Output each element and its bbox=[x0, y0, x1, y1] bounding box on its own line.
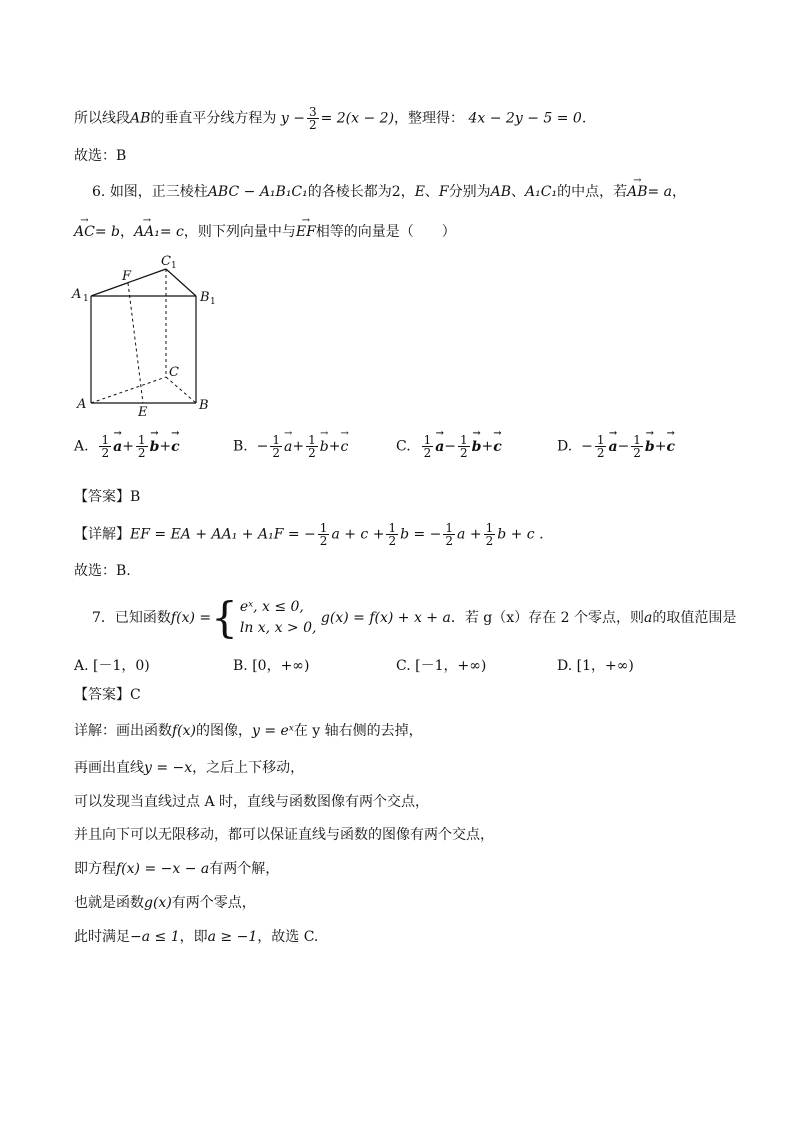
vector-b: → b bbox=[150, 439, 160, 455]
frac-num: 1 bbox=[596, 433, 605, 447]
fraction-half bbox=[136, 434, 148, 459]
math: y = −x bbox=[144, 760, 193, 776]
option-7-d[interactable] bbox=[557, 655, 634, 675]
fraction-half bbox=[386, 522, 398, 547]
text: 在 y 轴右侧的去掉， bbox=[293, 723, 423, 739]
text: ．若 g（x）存在 2 个零点，则 bbox=[450, 610, 644, 626]
detail-7-line-7 bbox=[74, 927, 318, 947]
frac-den: 2 bbox=[308, 446, 316, 460]
frac-den: 2 bbox=[308, 118, 317, 132]
brace-glyph: { bbox=[211, 593, 238, 642]
option-6-d[interactable] bbox=[557, 434, 675, 459]
frac-den: 2 bbox=[460, 446, 468, 460]
text: ， bbox=[119, 224, 134, 240]
label-b1: B bbox=[200, 290, 210, 305]
vector-c: → c bbox=[171, 439, 180, 455]
vector-aa1: → AA₁ bbox=[134, 222, 160, 242]
text: ， bbox=[672, 184, 687, 200]
frac-num: 1 bbox=[485, 521, 494, 535]
option-text: [－1，0) bbox=[93, 658, 150, 674]
edge-c1-b1 bbox=[166, 269, 196, 296]
option-text: [1，+∞) bbox=[576, 658, 634, 674]
fraction-half bbox=[306, 434, 318, 459]
question-number: 7．已知函数 bbox=[92, 610, 171, 626]
question-number: 6. bbox=[92, 184, 106, 200]
solution-line-bisector bbox=[74, 106, 586, 131]
math: g(x) bbox=[144, 895, 172, 911]
text: ，故选 C. bbox=[257, 929, 319, 945]
frac-den: 2 bbox=[485, 534, 494, 548]
fraction-half bbox=[99, 434, 111, 459]
math-eq-a: = a bbox=[647, 184, 673, 200]
frac-num: 1 bbox=[423, 433, 432, 447]
math-part: a + c + bbox=[331, 526, 385, 543]
math-a1c1: A₁C₁ bbox=[525, 184, 558, 200]
option-6-b[interactable] bbox=[233, 434, 348, 459]
text: 再画出直线 bbox=[74, 760, 144, 776]
math-part: a + bbox=[457, 526, 482, 543]
frac-num: 1 bbox=[445, 521, 454, 535]
sign: − bbox=[256, 438, 269, 455]
text: . bbox=[581, 110, 587, 127]
math-ab: AB bbox=[490, 184, 512, 200]
option-text: [0，+∞) bbox=[252, 658, 310, 674]
label-c1-sub: 1 bbox=[171, 261, 177, 271]
choose-line-1: 故选：B bbox=[74, 148, 127, 164]
text: ，即 bbox=[179, 929, 208, 945]
math-y-minus: y − bbox=[280, 110, 305, 127]
text: 的取值范围是 bbox=[652, 610, 737, 626]
fraction-half bbox=[270, 434, 282, 459]
vector-ac: → AC bbox=[74, 222, 95, 242]
frac-den: 2 bbox=[388, 534, 397, 548]
fraction-half bbox=[443, 522, 455, 547]
text: 如图，正三棱柱 bbox=[109, 184, 208, 200]
option-7-b[interactable] bbox=[233, 655, 309, 675]
math-expression: EF = EA + AA₁ + A₁F = − bbox=[130, 526, 316, 543]
text: 详解：画出函数 bbox=[74, 723, 172, 739]
label-c1: C bbox=[161, 254, 171, 269]
detail-label: 【详解】 bbox=[74, 526, 130, 543]
fraction-half bbox=[631, 434, 643, 459]
text: 的中点，若 bbox=[557, 184, 628, 200]
vector-c: → c bbox=[340, 439, 348, 455]
math-fx: f(x) = bbox=[170, 610, 212, 626]
text: 也就是函数 bbox=[74, 895, 144, 911]
frac-num: 3 bbox=[308, 105, 317, 119]
text: 有两个零点， bbox=[171, 895, 256, 911]
option-6-c[interactable] bbox=[396, 434, 502, 459]
sign: + bbox=[159, 438, 172, 455]
text: 的各棱长都为 bbox=[307, 184, 392, 200]
math-result: 4x − 2y − 5 = 0 bbox=[468, 110, 582, 127]
math-f: F bbox=[438, 184, 449, 200]
sign: + bbox=[328, 438, 341, 455]
piecewise-cases bbox=[240, 597, 317, 639]
math: y = eˣ bbox=[252, 723, 294, 739]
option-letter: A. bbox=[74, 658, 89, 674]
frac-num: 1 bbox=[460, 433, 468, 447]
text: 分别为 bbox=[448, 184, 491, 200]
fraction-half bbox=[595, 434, 607, 459]
frac-den: 2 bbox=[137, 446, 146, 460]
text: 的垂直平分线方程为 bbox=[150, 110, 277, 127]
sign: + bbox=[481, 438, 494, 455]
sign: + bbox=[292, 438, 305, 455]
math-part: b = − bbox=[400, 526, 442, 543]
option-6-a[interactable] bbox=[74, 434, 180, 459]
answer-7: 【答案】C bbox=[74, 687, 141, 703]
detail-7-line-1 bbox=[74, 721, 423, 741]
question-6-line-2 bbox=[74, 222, 456, 242]
text: 所以线段 bbox=[74, 110, 130, 127]
option-letter: B. bbox=[233, 658, 248, 674]
math-ab: AB bbox=[130, 110, 151, 127]
math-part: b + c . bbox=[497, 526, 544, 543]
frac-num: 1 bbox=[272, 433, 281, 447]
vector-b: → b bbox=[645, 439, 655, 455]
vector-a: → a bbox=[284, 439, 292, 455]
label-f: F bbox=[122, 269, 132, 284]
frac-den: 2 bbox=[423, 446, 432, 460]
math: f(x) bbox=[172, 723, 197, 739]
sign: − bbox=[617, 438, 630, 455]
text: ，整理得： bbox=[394, 110, 465, 127]
detail-7-line-3: 可以发现当直线过点 A 时，直线与函数图像有两个交点， bbox=[74, 794, 430, 810]
option-7-c[interactable] bbox=[396, 655, 486, 675]
fraction-half bbox=[484, 522, 496, 547]
sign: − bbox=[444, 438, 457, 455]
frac-num: 1 bbox=[308, 433, 316, 447]
label-b1-sub: 1 bbox=[210, 297, 216, 307]
option-7-a[interactable] bbox=[74, 655, 150, 675]
prism-figure bbox=[70, 250, 230, 420]
edge-c-b-hidden bbox=[166, 377, 196, 403]
label-a: A bbox=[77, 397, 87, 412]
vector-c: → c bbox=[666, 439, 675, 455]
sign: − bbox=[581, 438, 593, 455]
vector-b: → b bbox=[320, 439, 329, 455]
math: a ≥ −1 bbox=[207, 929, 258, 945]
math-eq-b: = b bbox=[94, 224, 120, 240]
option-letter: C. bbox=[396, 438, 411, 455]
edge-a-c-hidden bbox=[91, 377, 166, 403]
label-c: C bbox=[169, 365, 179, 380]
vector-a: → a bbox=[435, 439, 444, 455]
detail-6 bbox=[74, 522, 544, 547]
option-letter: C. bbox=[396, 658, 411, 674]
option-letter: D. bbox=[557, 658, 573, 674]
label-b: B bbox=[199, 398, 209, 413]
case-2: ln x, x > 0, bbox=[239, 620, 317, 636]
math-a: a bbox=[643, 610, 653, 626]
fraction-three-halves bbox=[307, 106, 319, 131]
vector-ab: → AB bbox=[627, 182, 647, 202]
math-gx: g(x) = f(x) + x + a bbox=[320, 610, 451, 626]
math-two: 2 bbox=[391, 184, 401, 200]
fraction-half bbox=[318, 522, 330, 547]
text: 此时满足 bbox=[74, 929, 130, 945]
question-6-line-1 bbox=[92, 182, 686, 202]
frac-den: 2 bbox=[272, 446, 281, 460]
detail-7-line-6 bbox=[74, 893, 256, 913]
math: −a ≤ 1 bbox=[130, 929, 180, 945]
option-letter: A. bbox=[74, 438, 89, 455]
vector-a: → a bbox=[608, 439, 617, 455]
math-rhs: = 2(x − 2) bbox=[320, 110, 395, 127]
answer-6: 【答案】B bbox=[74, 489, 141, 505]
fraction-half bbox=[422, 434, 434, 459]
frac-num: 1 bbox=[388, 521, 397, 535]
text: 有两个解， bbox=[209, 861, 280, 877]
option-letter: B. bbox=[233, 438, 248, 455]
frac-num: 1 bbox=[633, 433, 641, 447]
detail-7-line-4: 并且向下可以无限移动，都可以保证直线与函数的图像有两个交点， bbox=[74, 827, 494, 843]
label-a1-sub: 1 bbox=[83, 294, 89, 304]
math: f(x) = −x − a bbox=[116, 861, 210, 877]
frac-den: 2 bbox=[101, 446, 110, 460]
label-a1: A bbox=[72, 287, 82, 302]
detail-7-line-2 bbox=[74, 758, 304, 778]
text: 、 bbox=[424, 184, 439, 200]
option-letter: D. bbox=[557, 438, 573, 455]
text: ，则下列向量中与 bbox=[183, 224, 296, 240]
segment-ef-hidden bbox=[128, 283, 143, 403]
text: 即方程 bbox=[74, 861, 116, 877]
detail-7-line-5 bbox=[74, 859, 279, 879]
vector-a: → a bbox=[113, 439, 122, 455]
text: ，之后上下移动， bbox=[192, 760, 305, 776]
frac-num: 1 bbox=[319, 521, 328, 535]
math-eq-c: = c bbox=[159, 224, 184, 240]
question-7 bbox=[92, 593, 737, 642]
vector-b: → b bbox=[472, 439, 482, 455]
frac-num: 1 bbox=[137, 433, 146, 447]
vector-c: → c bbox=[493, 439, 502, 455]
frac-den: 2 bbox=[596, 446, 605, 460]
text: 的图像， bbox=[196, 723, 253, 739]
math-e: E bbox=[414, 184, 425, 200]
text: ， bbox=[400, 184, 415, 200]
sign: + bbox=[122, 438, 134, 455]
frac-den: 2 bbox=[319, 534, 328, 548]
text: 、 bbox=[511, 184, 526, 200]
frac-den: 2 bbox=[445, 534, 454, 548]
text: 相等的向量是（ ） bbox=[315, 224, 456, 240]
math-prism: ABC − A₁B₁C₁ bbox=[207, 184, 308, 200]
frac-num: 1 bbox=[101, 433, 110, 447]
option-text: [－1，+∞) bbox=[415, 658, 487, 674]
label-e: E bbox=[138, 405, 148, 420]
case-1: eˣ, x ≤ 0, bbox=[239, 599, 304, 615]
vector-ef: → EF bbox=[296, 222, 316, 242]
choose-line-6: 故选：B. bbox=[74, 563, 131, 579]
frac-den: 2 bbox=[633, 446, 641, 460]
fraction-half bbox=[458, 434, 470, 459]
sign: + bbox=[654, 438, 667, 455]
